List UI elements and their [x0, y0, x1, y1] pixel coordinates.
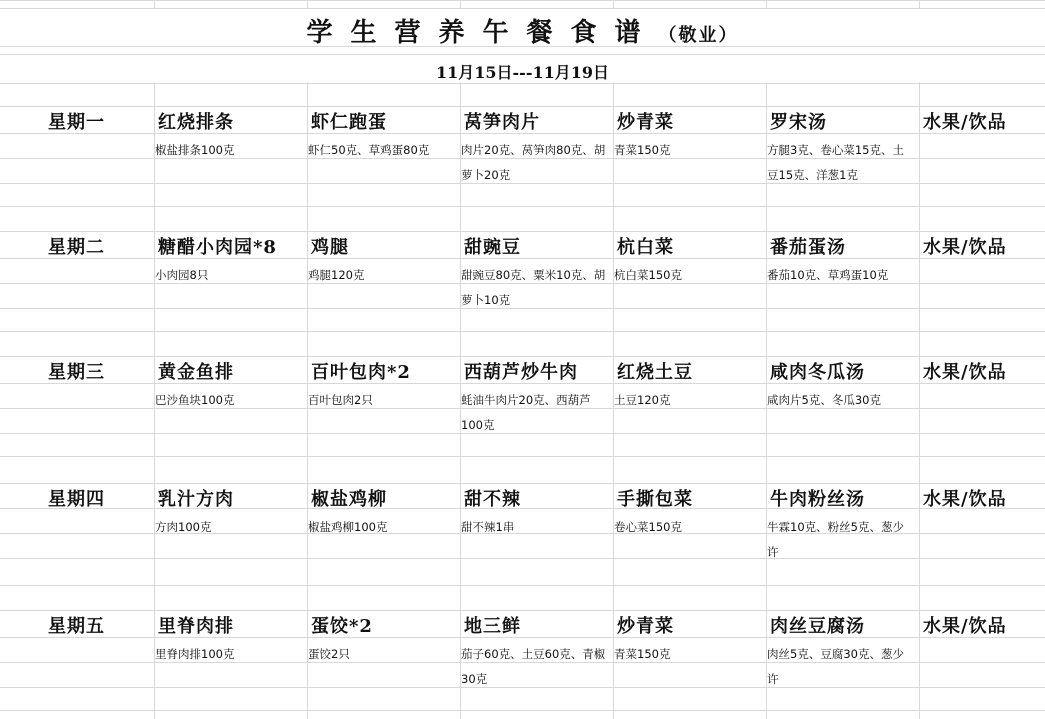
dish-ingredients: 百叶包肉2只 — [308, 393, 373, 407]
dish-ingredients: 方腿3克、卷心菜15克、土豆15克、洋葱1克 — [767, 143, 904, 182]
dish-ingredients: 鸡腿120克 — [308, 268, 365, 282]
dish-name: 罗宋汤 — [770, 112, 827, 133]
grid-row-line — [0, 331, 1045, 332]
dish-name: 炒青菜 — [617, 112, 674, 133]
dish-name: 番茄蛋汤 — [770, 237, 846, 258]
menu-title — [0, 12, 1045, 49]
dish-ingredients: 甜不辣1串 — [461, 520, 515, 534]
grid-column-line — [766, 0, 767, 719]
dish-name: 甜不辣 — [464, 489, 521, 510]
grid-row-line — [0, 508, 1045, 509]
dish-ingredients: 肉片20克、莴笋肉80克、胡萝卜20克 — [461, 143, 606, 182]
dish-name: 水果/饮品 — [923, 237, 1007, 258]
grid-row-line — [0, 356, 1045, 357]
dish-ingredients: 巴沙鱼块100克 — [155, 393, 235, 407]
dish-ingredients: 青菜150克 — [614, 143, 671, 157]
dish-name: 地三鲜 — [464, 616, 521, 637]
dish-ingredients: 茄子60克、土豆60克、青椒30克 — [461, 647, 606, 686]
grid-column-line — [613, 0, 614, 719]
dish-name: 甜豌豆 — [464, 237, 521, 258]
dish-name: 红烧排条 — [158, 112, 234, 133]
grid-row-line — [0, 0, 1045, 1]
menu-title-main: 学生营养午餐食谱 — [306, 18, 659, 48]
dish-name: 手撕包菜 — [617, 489, 693, 510]
grid-row-line — [0, 585, 1045, 586]
grid-row-line — [0, 610, 1045, 611]
dish-name: 乳汁方肉 — [158, 489, 234, 510]
dish-name: 虾仁跑蛋 — [311, 112, 387, 133]
dish-ingredients: 青菜150克 — [614, 647, 671, 661]
grid-row-line — [0, 231, 1045, 232]
dish-name: 红烧土豆 — [617, 362, 693, 383]
dish-name: 咸肉冬瓜汤 — [770, 362, 865, 383]
dish-ingredients: 椒盐排条100克 — [155, 143, 235, 157]
dish-name: 水果/饮品 — [923, 489, 1007, 510]
dish-name: 鸡腿 — [311, 237, 349, 258]
dish-name: 百叶包肉*2 — [311, 362, 411, 383]
dish-name: 肉丝豆腐汤 — [770, 616, 865, 637]
dish-name: 炒青菜 — [617, 616, 674, 637]
grid-column-line — [919, 0, 920, 719]
grid-row-line — [0, 637, 1045, 638]
dish-name: 西葫芦炒牛肉 — [464, 362, 578, 383]
day-label: 星期三 — [48, 362, 105, 383]
dish-name: 水果/饮品 — [923, 112, 1007, 133]
dish-name: 椒盐鸡柳 — [311, 489, 387, 510]
grid-column-line — [154, 0, 155, 719]
dish-ingredients: 杭白菜150克 — [614, 268, 682, 282]
grid-row-line — [0, 483, 1045, 484]
dish-ingredients: 甜豌豆80克、粟米10克、胡萝卜10克 — [461, 268, 606, 307]
dish-ingredients: 土豆120克 — [614, 393, 671, 407]
dish-ingredients: 牛霖10克、粉丝5克、葱少许 — [767, 520, 904, 559]
dish-ingredients: 卷心菜150克 — [614, 520, 682, 534]
grid-column-line — [307, 0, 308, 719]
dish-ingredients: 咸肉片5克、冬瓜30克 — [767, 393, 881, 407]
dish-ingredients: 蚝油牛肉片20克、西葫芦100克 — [461, 393, 591, 432]
dish-ingredients: 肉丝5克、豆腐30克、葱少许 — [767, 647, 904, 686]
dish-ingredients: 椒盐鸡柳100克 — [308, 520, 388, 534]
day-label: 星期五 — [48, 616, 105, 637]
dish-ingredients: 里脊肉排100克 — [155, 647, 235, 661]
grid-row-line — [0, 8, 1045, 9]
grid-row-line — [0, 106, 1045, 107]
dish-ingredients: 蛋饺2只 — [308, 647, 350, 661]
day-label: 星期一 — [48, 112, 105, 133]
dish-ingredients: 虾仁50克、草鸡蛋80克 — [308, 143, 430, 157]
grid-row-line — [0, 54, 1045, 55]
grid-column-line — [460, 0, 461, 719]
dish-name: 水果/饮品 — [923, 616, 1007, 637]
dish-name: 黄金鱼排 — [158, 362, 234, 383]
day-label: 星期二 — [48, 237, 105, 258]
day-label: 星期四 — [48, 489, 105, 510]
dish-ingredients: 方肉100克 — [155, 520, 212, 534]
dish-name: 牛肉粉丝汤 — [770, 489, 865, 510]
dish-name: 蛋饺*2 — [311, 616, 373, 637]
grid-row-line — [0, 258, 1045, 259]
dish-name: 水果/饮品 — [923, 362, 1007, 383]
grid-row-line — [0, 710, 1045, 711]
dish-name: 杭白菜 — [617, 237, 674, 258]
grid-row-line — [0, 83, 1045, 84]
dish-name: 里脊肉排 — [158, 616, 234, 637]
grid-row-line — [0, 456, 1045, 457]
menu-title-suffix: （敬业） — [658, 25, 739, 46]
date-range: 11月15日---11月19日 — [436, 63, 609, 82]
dish-ingredients: 小肉园8只 — [155, 268, 209, 282]
grid-row-line — [0, 206, 1045, 207]
dish-ingredients: 番茄10克、草鸡蛋10克 — [767, 268, 889, 282]
dish-name: 糖醋小肉园*8 — [158, 237, 277, 258]
dish-name: 莴笋肉片 — [464, 112, 540, 133]
